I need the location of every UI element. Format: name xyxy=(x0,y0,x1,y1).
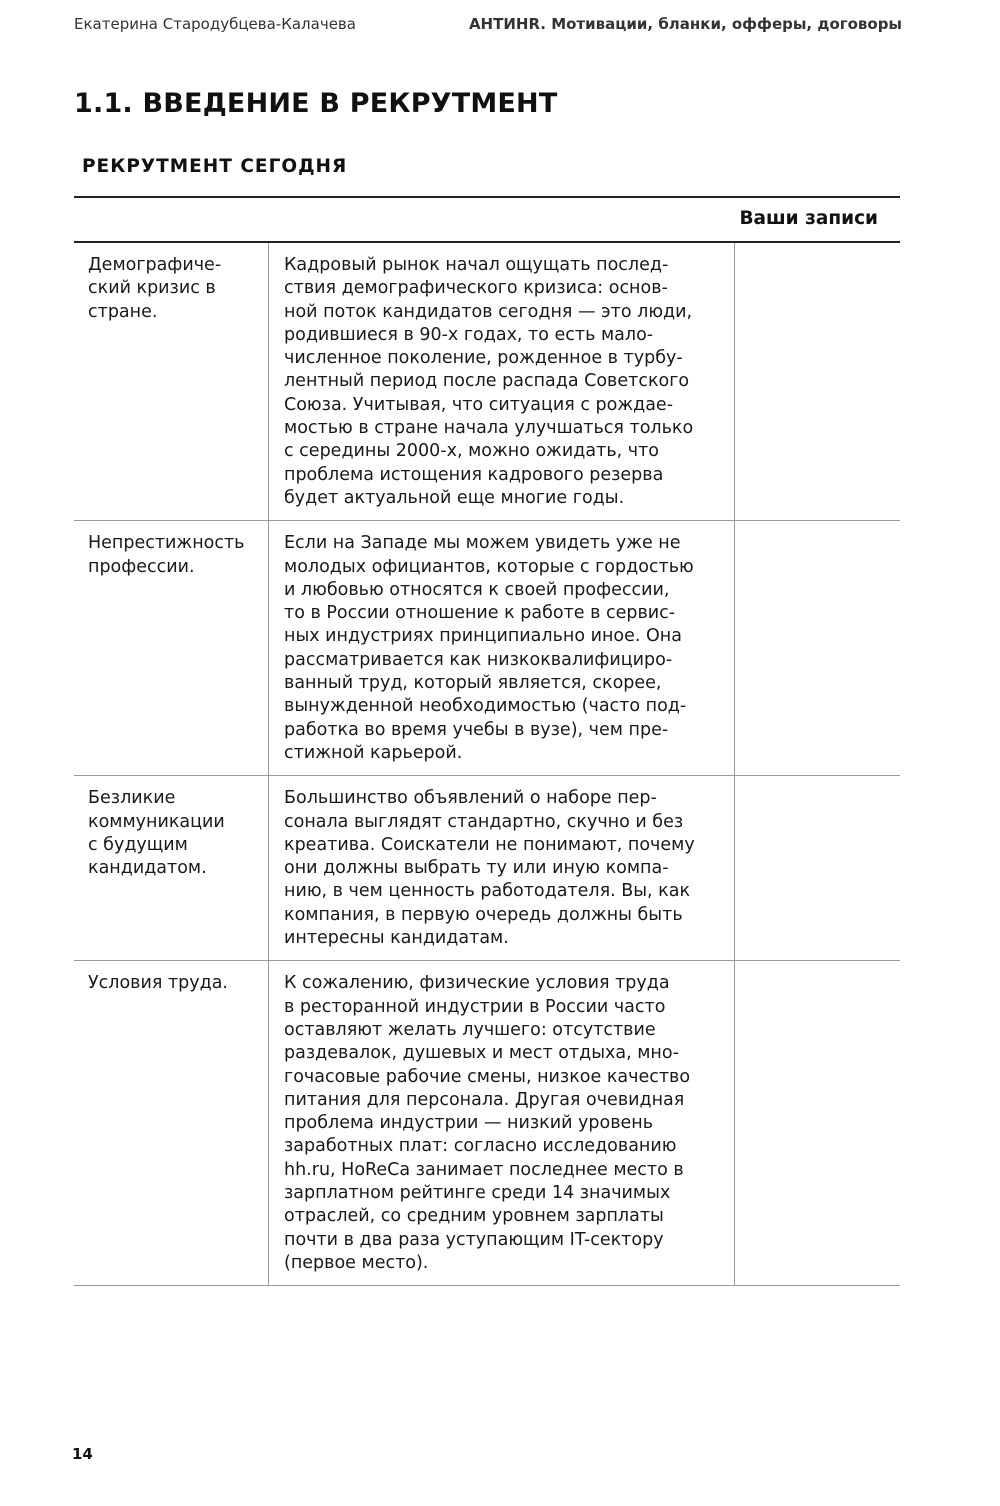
text-line: оставляют желать лучшего: отсутствие xyxy=(284,1019,656,1040)
text-line: интересны кандидатам. xyxy=(284,928,509,949)
text-line: проблема истощения кадрового резерва xyxy=(284,464,664,485)
text-line: родившиеся в 90-х годах, то есть мало- xyxy=(284,324,654,345)
chapter-title: 1.1. ВВЕДЕНИЕ В РЕКРУТМЕНТ xyxy=(74,88,558,119)
text-line: отраслей, со средним уровнем зарплаты xyxy=(284,1206,664,1227)
text-line: зарплатном рейтинге среди 14 значимых xyxy=(284,1182,671,1203)
text-line: ванный труд, который является, скорее, xyxy=(284,673,662,694)
text-line: гочасовые рабочие смены, низкое качество xyxy=(284,1066,691,1087)
text-line: они должны выбрать ту или иную компа- xyxy=(284,858,669,879)
topic-line: кандидатом. xyxy=(88,858,207,879)
text-line: К сожалению, физические условия труда xyxy=(284,973,670,994)
topic-line: Демографиче- xyxy=(88,255,222,275)
text-line: мостью в стране начала улучшаться только xyxy=(284,418,694,439)
text-line: стижной карьерой. xyxy=(284,742,463,763)
text-line: почти в два раза уступающим IT-сектору xyxy=(284,1229,664,1250)
notes-cell[interactable] xyxy=(735,961,900,1285)
table-row xyxy=(74,961,900,1286)
text-line: заработных плат: согласно исследованию xyxy=(284,1136,677,1157)
text-line: ной поток кандидатов сегодня — это люди, xyxy=(284,301,693,322)
text-line: Кадровый рынок начал ощущать послед- xyxy=(284,255,669,275)
running-header xyxy=(74,15,902,33)
text-line: то в России отношение к работе в сервис- xyxy=(284,603,676,624)
notes-cell[interactable] xyxy=(735,776,900,960)
description-cell xyxy=(269,243,735,520)
text-line: в ресторанной индустрии в России часто xyxy=(284,996,666,1017)
notes-column-header: Ваши записи xyxy=(739,208,878,229)
author-name: Екатерина Стародубцева-Калачева xyxy=(74,15,356,33)
text-line: Если на Западе мы можем увидеть уже не xyxy=(284,533,681,554)
table-row xyxy=(74,521,900,776)
text-line: компания, в первую очередь должны быть xyxy=(284,904,683,925)
description-cell xyxy=(269,521,735,775)
table-row xyxy=(74,243,900,521)
text-line: ствия демографического кризиса: основ- xyxy=(284,278,668,299)
text-line: ных индустриях принципиально иное. Она xyxy=(284,626,682,647)
text-line: будет актуальной еще многие годы. xyxy=(284,487,625,508)
topic-cell xyxy=(74,961,269,1285)
text-line: рассматривается как низкоквалифициро- xyxy=(284,649,673,670)
description-cell xyxy=(269,961,735,1285)
topic-cell xyxy=(74,521,269,775)
text-line: раздевалок, душевых и мест отдыха, мно- xyxy=(284,1043,679,1064)
text-line: питания для персонала. Другая очевидная xyxy=(284,1089,685,1110)
table-row xyxy=(74,776,900,961)
description-cell xyxy=(269,776,735,960)
notes-cell[interactable] xyxy=(735,243,900,520)
text-line: численное поколение, рожденное в турбу- xyxy=(284,348,683,369)
text-line: и любовью относятся к своей профессии, xyxy=(284,579,670,600)
text-line: проблема индустрии — низкий уровень xyxy=(284,1113,654,1134)
text-line: Союза. Учитывая, что ситуация с рождае- xyxy=(284,394,674,415)
text-line: Большинство объявлений о наборе пер- xyxy=(284,788,657,809)
page-number: 14 xyxy=(72,1445,93,1463)
topic-line: коммуникации xyxy=(88,811,225,832)
text-line: hh.ru, HoReCa занимает последнее место в xyxy=(284,1159,684,1180)
topic-line: Безликие xyxy=(88,788,176,809)
text-line: с середины 2000-х, можно ожидать, что xyxy=(284,441,660,462)
topic-cell xyxy=(74,776,269,960)
text-line: молодых официантов, которые с гордостью xyxy=(284,556,694,577)
section-title: РЕКРУТМЕНТ СЕГОДНЯ xyxy=(82,156,348,177)
text-line: сонала выглядят стандартно, скучно и без xyxy=(284,811,684,832)
topic-line: профессии. xyxy=(88,556,195,577)
text-line: нию, в чем ценность работодателя. Вы, как xyxy=(284,881,691,902)
topic-line: Непрестижность xyxy=(88,533,245,554)
topic-line: Условия труда. xyxy=(88,973,228,994)
text-line: вынужденной необходимостью (часто под- xyxy=(284,696,687,717)
recruitment-table xyxy=(74,196,900,1286)
text-line: работка во время учебы в вузе), чем пре- xyxy=(284,719,669,740)
text-line: (первое место). xyxy=(284,1252,429,1273)
notes-cell[interactable] xyxy=(735,521,900,775)
topic-line: стране. xyxy=(88,301,158,322)
topic-line: ский кризис в xyxy=(88,278,216,299)
text-line: лентный период после распада Советского xyxy=(284,371,690,392)
text-line: креатива. Соискатели не понимают, почему xyxy=(284,834,695,855)
table-header xyxy=(74,196,900,243)
topic-cell xyxy=(74,243,269,520)
book-title: АНТИHR. Мотивации, бланки, офферы, договоры xyxy=(468,15,902,33)
topic-line: с будущим xyxy=(88,834,188,855)
